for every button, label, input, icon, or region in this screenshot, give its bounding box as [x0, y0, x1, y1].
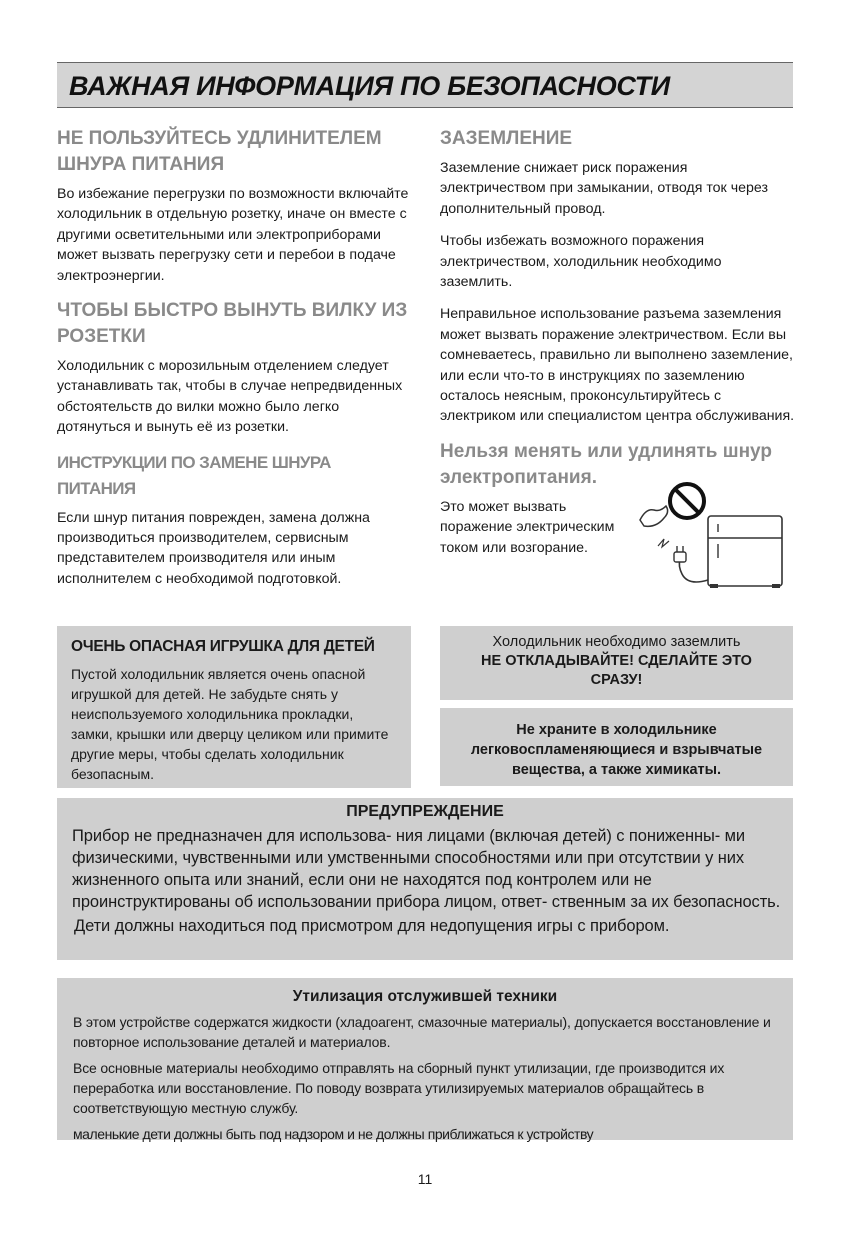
cord-warning-body: Это может вызвать поражение электрическим током или возгорание. — [440, 498, 615, 556]
title-bar — [57, 62, 793, 108]
flammable-notice-box — [440, 708, 793, 786]
section-body-cord-replacement: Если шнур питания поврежден, замена должна производиться производителем, сервисным представителем производителя или иным исполнителем с необходимой подготовкой. — [57, 509, 370, 587]
warning-paragraph-1: Прибор не предназначен для использова- ния лицами (включая детей) с пониженны- ми физическими, чувственными или умственными способностями или при отсутствии у них жизненного опыта или знаний, если они не находятся под контролем или не проинструктированы об использовании прибора лицом, ответ- ственным за их безопасность. — [72, 827, 781, 911]
grounding-notice-line2: НЕ ОТКЛАДЫВАЙТЕ! СДЕЛАЙТЕ ЭТО СРАЗУ! — [481, 653, 752, 688]
refrigerator-no-plug-icon — [636, 480, 794, 598]
section-body-unplug: Холодильник с морозильным отделением следует устанавливать так, чтобы в случае непредвиденных обстоятельств до вилки можно было легко дотянуться и вынуть её из розетки. — [57, 358, 403, 436]
warning-paragraph-2: Дети должны находиться под присмотром для недопущения игры с прибором. — [74, 917, 670, 935]
page-title: ВАЖНАЯ ИНФОРМАЦИЯ ПО БЕЗОПАСНОСТИ — [69, 71, 670, 101]
disposal-paragraph-2: Все основные материалы необходимо отправлять на сборный пункт утилизации, где производится их переработка или восстановление. По поводу возврата утилизируемых материалов обращайтесь в соответствующую местную службу. — [73, 1060, 725, 1116]
warning-heading: ПРЕДУПРЕЖДЕНИЕ — [346, 803, 504, 820]
page-number: 11 — [417, 1171, 433, 1187]
section-heading-unplug: ЧТОБЫ БЫСТРО ВЫНУТЬ ВИЛКУ ИЗ РОЗЕТКИ — [57, 300, 408, 348]
section-heading-grounding: ЗАЗЕМЛЕНИЕ — [440, 128, 573, 149]
grounding-notice-line1: Холодильник необходимо заземлить — [492, 634, 741, 650]
left-column — [57, 126, 412, 601]
grounding-paragraph-3: Неправильное использование разъема заземления может вызвать поражение электричеством. Если вы сомневаетесь, правильно ли выполнено заземление, или если что-то в инструкциях по заземлению осталось неясным, проконсультируйтесь с электриком или специалистом центра обслуживания. — [440, 306, 795, 425]
grounding-paragraph-2: Чтобы избежать возможного поражения электричеством, холодильник необходимо заземлить. — [440, 233, 722, 291]
section-heading-extension-cord: НЕ ПОЛЬЗУЙТЕСЬ УДЛИНИТЕЛЕМ ШНУРА ПИТАНИЯ — [57, 128, 382, 175]
disposal-heading: Утилизация отслужившей техники — [292, 988, 558, 1005]
section-body-extension-cord: Во избежание перегрузки по возможности включайте холодильник в отдельную розетку, иначе он вместе с другими осветительными или электроприборами может вызвать перегрузку сети и перебои в подаче электроэнергии. — [57, 186, 409, 284]
section-heading-cord-replacement: ИНСТРУКЦИИ ПО ЗАМЕНЕ ШНУРА ПИТАНИЯ — [57, 452, 331, 498]
grounding-notice-box — [440, 626, 793, 700]
flammable-notice-text: Не храните в холодильнике легковоспламеняющиеся и взрывчатые вещества, а также химикаты. — [470, 722, 763, 778]
child-danger-box — [57, 626, 411, 788]
child-danger-heading: ОЧЕНЬ ОПАСНАЯ ИГРУШКА ДЛЯ ДЕТЕЙ — [71, 638, 375, 655]
grounding-paragraph-1: Заземление снижает риск поражения электричеством при замыкании, отводя ток через дополнительный провод. — [440, 160, 768, 217]
disposal-paragraph-1: В этом устройстве содержатся жидкости (хладоагент, смазочные материалы), допускается восстановление и повторное использование деталей и материалов. — [73, 1014, 771, 1050]
disposal-box — [57, 978, 793, 1140]
disposal-paragraph-3: маленькие дети должны быть под надзором и не должны приближаться к устройству — [73, 1126, 594, 1142]
section-heading-no-cord-modification: Нельзя менять или удлинять шнур электропитания. — [440, 440, 772, 488]
warning-box — [57, 798, 793, 960]
child-danger-body: Пустой холодильник является очень опасной игрушкой для детей. Не забудьте снять у неиспользуемого холодильника прокладки, замки, крышки или дверцу целиком или примите другие меры, чтобы сделать холодильник безопасным. — [71, 666, 389, 782]
